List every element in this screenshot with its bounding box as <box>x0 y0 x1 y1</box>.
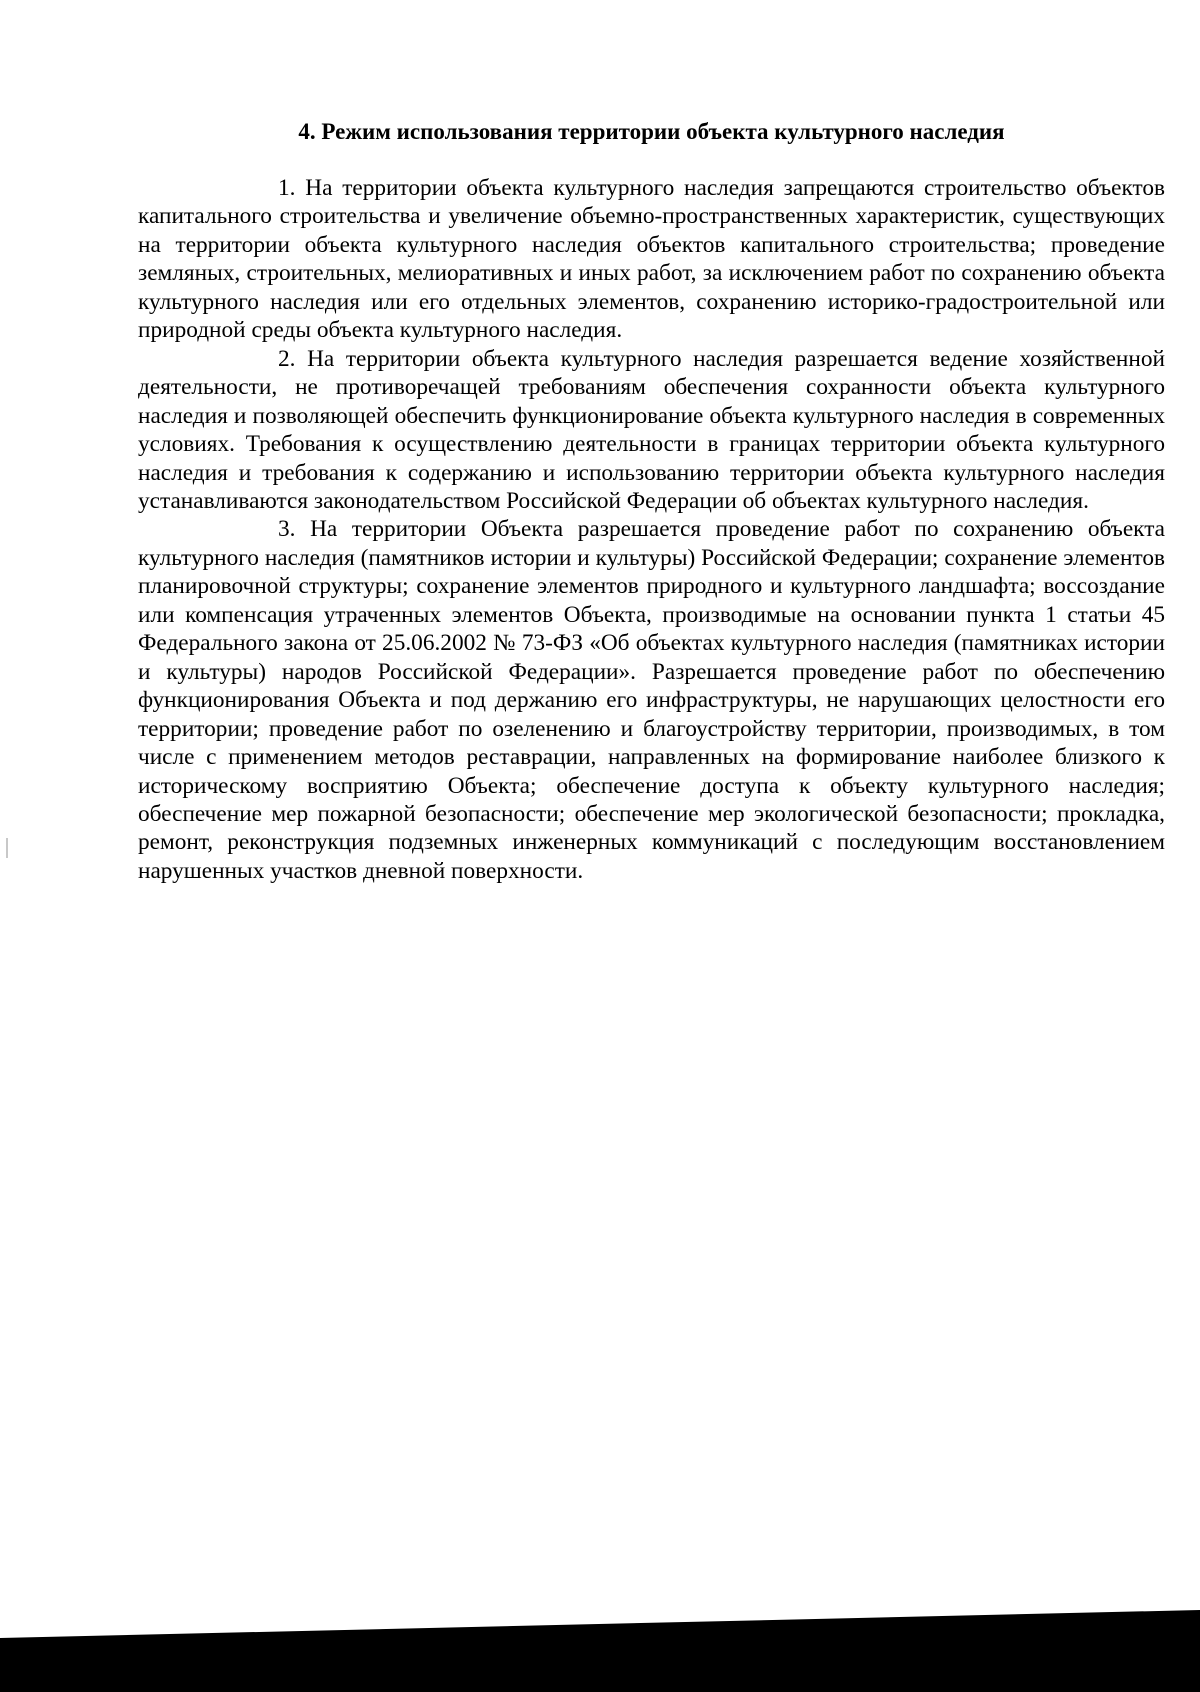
paragraph-3 <box>138 515 1165 885</box>
paragraph-text: На территории объекта культурного наследия разрешается ведение хозяйственной деятельности, не противоречащей требованиям обеспечения сохранности объекта культурного наследия и позволяющей обеспечить функционирование объекта культурного наследия в современных условиях. Требования к осуществлению деятельности в границах территории объекта культурного наследия и требования к содержанию и использованию территории объекта культурного наследия устанавливаются законодательством Российской Федерации об объектах культурного наследия. <box>138 345 1165 514</box>
paragraph-number: 1. <box>278 175 296 201</box>
section-body <box>138 174 1165 885</box>
paragraph-1 <box>138 174 1165 345</box>
paragraph-number: 2. <box>278 345 296 372</box>
paragraph-2 <box>138 345 1165 516</box>
paragraph-text: На территории объекта культурного наследия запрещаются строительство объектов капитального строительства и увеличение объемно-пространственных характеристик, существующих на территории объекта культурного наследия объектов капитального строительства; проведение земляных, строительных, мелиоративных и иных работ, за исключением работ по сохранению объекта культурного наследия или его отдельных элементов, сохранению историко-градостроительной или природной среды объекта культурного наследия. <box>138 175 1165 344</box>
scan-dark-edge <box>0 1610 1200 1692</box>
scan-margin-mark <box>6 838 8 858</box>
paragraph-number: 3. <box>278 516 296 543</box>
section-heading: 4. Режим использования территории объекта культурного наследия <box>298 119 1005 144</box>
paragraph-text: На территории Объекта разрешается проведение работ по сохранению объекта культурного наследия (памятников истории и культуры) Российской Федерации; сохранение элементов планировочной структуры; сохранение элементов природного и культурного ландшафта; воссоздание или компенсация утраченных элементов Объекта, производимые на основании пункта 1 статьи 45 Федерального закона от 25.06.2002 № 73-ФЗ «Об объектах культурного наследия (памятниках истории и культуры) народов Российской Федерации». Разрешается проведение работ по обеспечению функционирования Объекта и под держанию его инфраструктуры, не нарушающих целостности его территории; проведение работ по озеленению и благоустройству территории, производимых, в том числе с применением методов реставрации, направленных на формирование наиболее близкого к историческому восприятию Объекта; обеспечение доступа к объекту культурного наследия; обеспечение мер пожарной безопасности; обеспечение мер экологической безопасности; прокладка, ремонт, реконструкция подземных инженерных коммуникаций с последующим восстановлением нарушенных участков дневной поверхности. <box>138 516 1166 884</box>
